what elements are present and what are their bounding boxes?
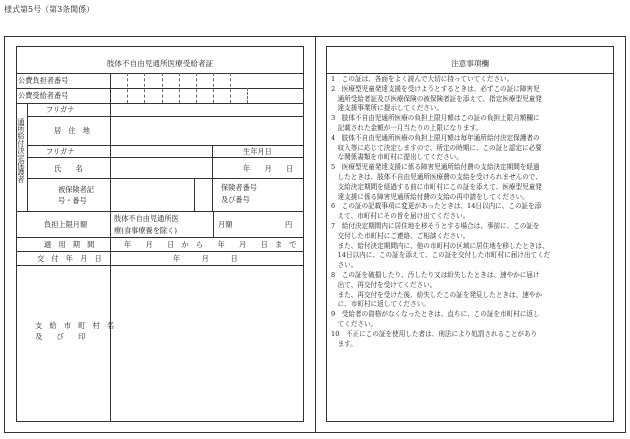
- address-label: 居 住 地: [54, 126, 90, 135]
- number-cell-divider: [196, 73, 197, 103]
- number-cell-divider: [230, 73, 231, 103]
- note-line: 8 この証を破損したり、汚したり又は紛失したときは、速やかに届け: [331, 270, 540, 279]
- page-divider: [315, 36, 316, 433]
- hline: [16, 237, 304, 238]
- insurer-number-label-2: 及び番号: [221, 195, 250, 204]
- note-line: 4 肢体不自由児通所医療の負担上限月額は毎年通所給付決定保護者の: [331, 133, 540, 142]
- furigana-label-1: フリガナ: [46, 105, 75, 114]
- birthdate-label: 生年月日: [243, 147, 272, 156]
- payer-number-label: 公費負担者番号: [18, 76, 69, 85]
- note-line: 達支援事業所に提示してください。: [331, 104, 444, 113]
- note-line: 2 医療型児童発達支援を受けようとするときは、必ずこの証に障害児: [331, 84, 540, 93]
- municipality-label-1: 支 給 市 町 村 名: [35, 321, 115, 330]
- hline: [27, 116, 304, 117]
- form-number: 様式第5号（第3条関係）: [4, 5, 95, 14]
- issue-label: 交 付 年 月 日: [37, 254, 102, 263]
- vline: [212, 145, 213, 211]
- note-line: 収入等に応じて決定しますので、所定の時期に、この証と認定に必要: [331, 143, 542, 152]
- note-line: えて、市町村にその旨を届け出てください。: [331, 212, 470, 221]
- guardian-side-label: 通所給付決定保護者: [17, 118, 26, 183]
- insured-mark-label: 被保険者記号・番号: [58, 185, 94, 205]
- insurer-number-label: 保険者番号: [221, 183, 257, 192]
- hline: [16, 211, 304, 212]
- note-line: 5 医療型児童発達支援に係る障害児通所給付費の支給決定期間を経過: [331, 163, 540, 172]
- note-line: 7 給付決定期間内に居住地を移そうとする場合は、事前に、この証を: [331, 221, 540, 230]
- note-line: 支給決定期間を経過する前に市町村にこの証を添えて、医療型児童発: [331, 182, 542, 191]
- note-line: また、再交付を受けた後、紛失したこの証を発見したときは、速やか: [331, 290, 542, 299]
- furigana-label-2: フリガナ: [46, 147, 75, 156]
- vline: [194, 178, 195, 211]
- recipient-number-label: 公費受給者番号: [18, 91, 69, 100]
- note-line: また、給付決定期間内に、他の市町村の区域に居住地を移したときは、: [331, 241, 549, 250]
- vline: [110, 73, 111, 421]
- note-line: 6 この証の記載事項に変更があったときは、14日以内に、この証を添: [331, 202, 542, 211]
- vline: [213, 211, 214, 237]
- hline: [16, 88, 304, 89]
- note-line: さい。: [331, 261, 358, 270]
- hline: [16, 73, 304, 74]
- hline: [27, 145, 304, 146]
- note-line: 3 肢体不自由児通所医療の負担上限月額はこの証の負担上限月額欄に: [331, 114, 540, 123]
- number-cell-divider: [162, 73, 163, 103]
- note-line: に、市町村に返してください。: [331, 300, 430, 309]
- number-cell-divider: [144, 73, 145, 103]
- certificate-title: 肢体不自由児通所医療受給者証: [106, 59, 214, 68]
- hline: [16, 265, 304, 266]
- note-line: ます。: [331, 339, 357, 348]
- number-cell-divider: [179, 73, 180, 103]
- note-line: 14日以内に、この証を添えて、この証を交付した市町村に届け出てくだ: [331, 251, 551, 260]
- vline: [27, 103, 28, 211]
- number-cell-divider: [213, 73, 214, 103]
- monthly-unit: 円: [285, 220, 293, 229]
- number-cell-divider: [127, 73, 128, 103]
- monthly-label: 月額: [218, 220, 233, 229]
- notes-list: [331, 75, 613, 349]
- hline: [27, 178, 304, 179]
- note-line: 1 この証は、各面をよく読んで大切に持っていてください。: [331, 75, 514, 83]
- limit-desc-2: 療(食事療養を除く): [114, 226, 178, 235]
- note-line: な関係書類を市町村に提出してください。: [331, 153, 463, 162]
- notes-title: 注意事項欄: [451, 59, 489, 68]
- notes-title-rule: [326, 73, 614, 74]
- hline: [27, 157, 304, 158]
- birthdate-value: 年 月 日: [243, 164, 294, 173]
- period-label: 適 用 期 間: [44, 240, 95, 249]
- note-line: したときは、肢体不自由児通所医療費の支給を受けられませんので、: [331, 172, 542, 181]
- limit-label: 負担上限月額: [44, 220, 88, 229]
- municipality-label-2: 及 び 印: [35, 332, 86, 341]
- hline: [16, 251, 304, 252]
- note-line: 記載された金額が一月当たりの上限になります。: [331, 123, 483, 132]
- note-line: 通所受給者証及び医療保険の被保険者証を添えて、指定医療型児童発: [331, 94, 542, 103]
- note-line: てください。: [331, 319, 378, 328]
- issue-value: 年 月 日: [173, 254, 238, 263]
- limit-desc-1: 肢体不自由児通所医: [114, 214, 179, 223]
- name-label: 氏 名: [54, 164, 83, 173]
- note-line: 出て、再交付を受けてください。: [331, 280, 437, 289]
- period-value: 年 月 日 か ら 年 月 日 ま で: [124, 240, 297, 249]
- note-line: 9 受給者の資格がなくなったときは、直ちに、この証を市町村に返し: [331, 310, 540, 319]
- note-line: 達支援に係る障害児通所給付費の支給の再申請をしてください。: [331, 192, 529, 201]
- note-line: 10 不正にこの証を使用した者は、刑法により処罰されることがあり: [331, 329, 538, 338]
- hline: [16, 103, 304, 104]
- note-line: 交付した市町村にご連絡、ご相談ください。: [331, 231, 470, 240]
- number-cell-divider: [247, 88, 248, 103]
